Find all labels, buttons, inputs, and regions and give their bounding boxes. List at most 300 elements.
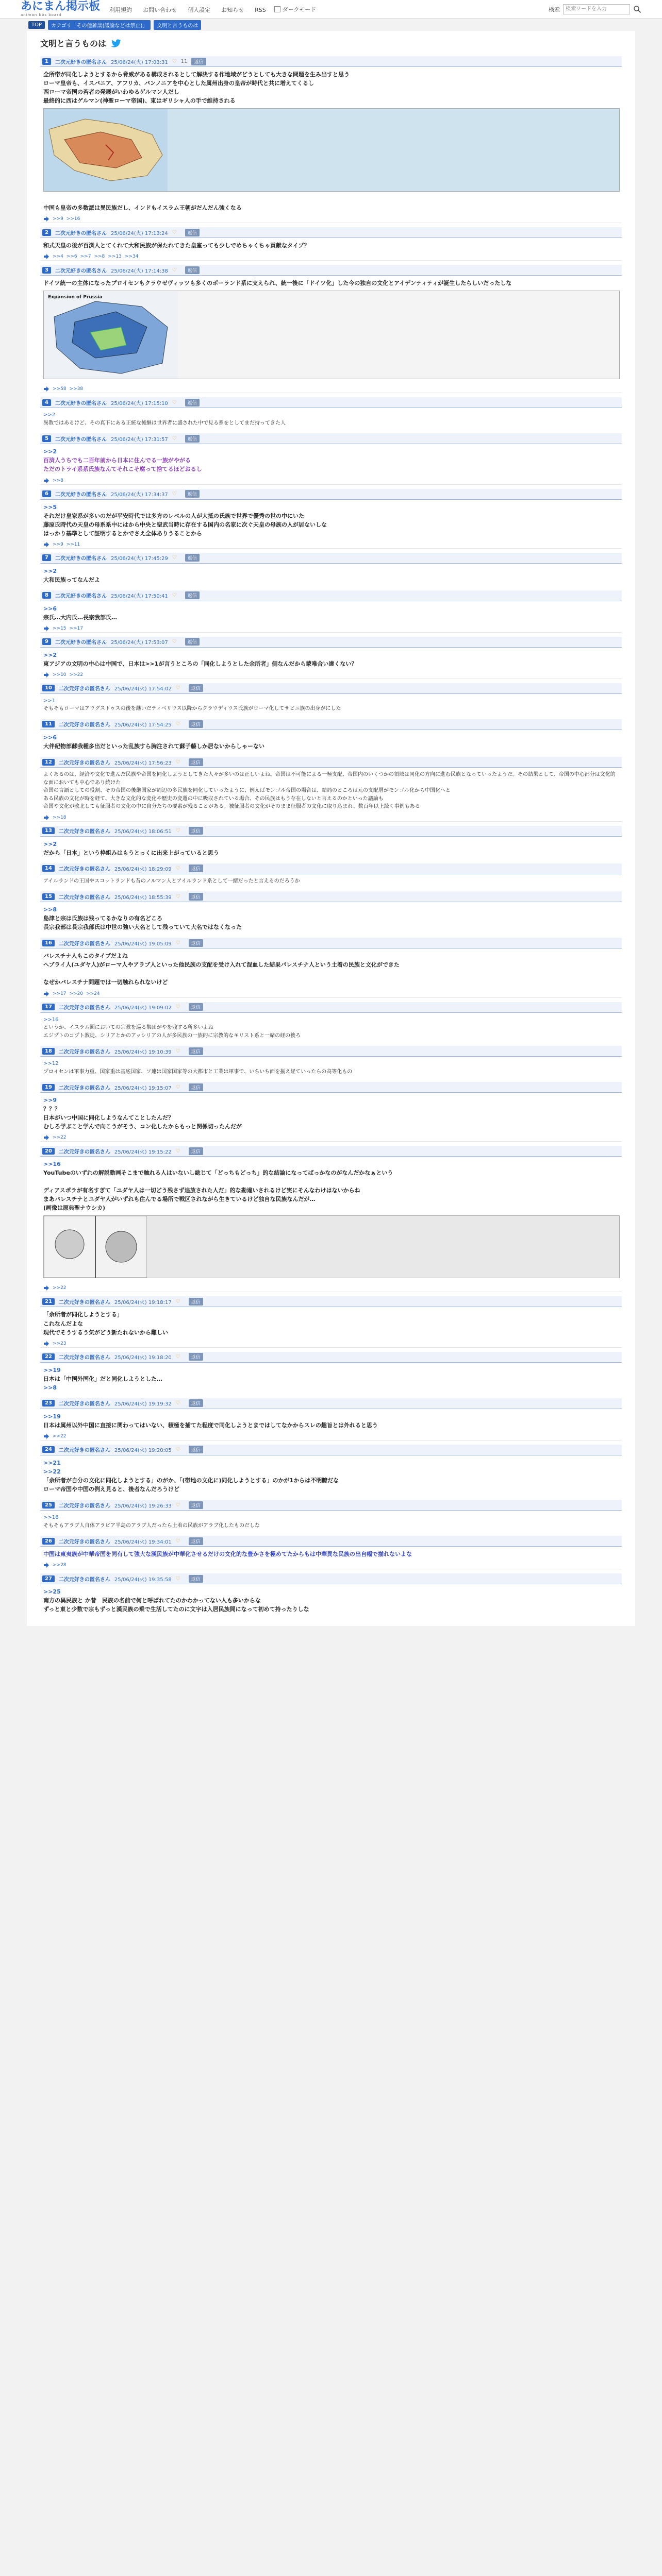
post-author: 二次元好きの匿名さん [58, 867, 110, 873]
post-line[interactable]: >>2 [43, 840, 57, 848]
reply-arrow-icon [43, 216, 49, 222]
post [40, 891, 622, 934]
reply-button[interactable]: 返信 [185, 490, 200, 498]
reply-button[interactable]: 返信 [189, 1537, 203, 1545]
post-line: 帝国や文化が敗北しても征服者の文化の中に自分たちの要素が残ることがある。被征服者の文化がそのまま征服者の文化に取り込まれ、数百年以上続く事例もある [43, 804, 420, 810]
post-header [40, 1536, 622, 1547]
heart-icon[interactable]: ♡ [175, 866, 180, 872]
post-timestamp: 25/06/24(火) 19:10:39 [114, 1049, 172, 1055]
post-line: 現代でそうするう気がどう新たれないから難しい [43, 1329, 168, 1336]
nav-contact[interactable]: お問い合わせ [143, 7, 177, 13]
post-footer [40, 1133, 622, 1142]
post-number[interactable]: 6 [42, 490, 51, 497]
post-author: 二次元好きの匿名さん [58, 1503, 110, 1509]
heart-icon[interactable]: ♡ [172, 435, 177, 442]
post-line[interactable]: >>16 [43, 1161, 61, 1168]
post-header [40, 1500, 622, 1511]
post-line: というか、イスラム圏においての宗教を巡る集団がやを残する所多いよね [43, 1025, 213, 1030]
reply-arrow-icon [43, 542, 49, 547]
reply-button[interactable]: 返信 [189, 1147, 203, 1155]
post-header [40, 56, 622, 67]
post [40, 1445, 622, 1496]
reply-button[interactable]: 返信 [189, 1399, 203, 1407]
post-header [40, 1445, 622, 1455]
heart-icon[interactable]: ♡ [172, 592, 177, 599]
post-line [43, 195, 620, 204]
post-body [40, 1093, 622, 1133]
reply-reference-link[interactable]: >>8 [53, 478, 63, 483]
post-author: 二次元好きの匿名さん [58, 829, 110, 835]
post-number[interactable]: 14 [42, 865, 55, 872]
post-body [40, 1157, 622, 1283]
post-timestamp: 25/06/24(火) 18:06:51 [114, 829, 172, 835]
heart-icon[interactable]: ♡ [175, 940, 180, 946]
reply-button[interactable]: 返信 [189, 1298, 203, 1306]
post-author: 二次元好きの匿名さん [58, 1149, 110, 1155]
post-number[interactable]: 25 [42, 1502, 55, 1509]
dark-mode-toggle[interactable] [274, 5, 317, 13]
post-body [40, 238, 622, 252]
post-line: そもそもアラブ人自体アラビア半島のアラブ人だったら土着の民族がアラブ化したものだしな [43, 1522, 260, 1529]
post-number[interactable]: 15 [42, 893, 55, 900]
post-number[interactable]: 8 [42, 592, 51, 599]
post [40, 826, 622, 859]
post-line[interactable]: >>2 [43, 567, 57, 574]
post-number[interactable]: 9 [42, 638, 51, 645]
post-number[interactable]: 18 [42, 1048, 55, 1055]
heart-icon[interactable]: ♡ [175, 721, 180, 727]
reply-button[interactable]: 返信 [185, 229, 200, 236]
reply-reference-link[interactable]: >>8 [94, 254, 105, 260]
post-line: ある民族の文化が時を経て、大きな文化的な変化や歴史の変遷の中に吸収されている場合、その民族はもう存在しないと言えるのかといった議論も [43, 795, 384, 802]
post-author: 二次元好きの匿名さん [55, 640, 107, 646]
post-footer [40, 1432, 622, 1440]
post [40, 265, 622, 393]
post-line [43, 969, 620, 978]
reply-reference-link[interactable]: >>16 [66, 216, 80, 222]
post-body [40, 1057, 622, 1078]
reply-button[interactable]: 返信 [189, 1446, 203, 1453]
post-line: ただのトライ系系氏族なんてそれこそ腐って捨てるほどおるし [43, 466, 202, 473]
reply-reference-link[interactable]: >>9 [53, 541, 63, 547]
reply-reference-link[interactable]: >>23 [53, 1341, 67, 1346]
dark-mode-label: ダークモード [282, 6, 317, 13]
reply-reference-link[interactable]: >>28 [53, 1563, 67, 1568]
reply-button[interactable]: 返信 [189, 1047, 203, 1055]
post-timestamp: 25/06/24(火) 18:55:39 [114, 894, 172, 901]
post-number[interactable]: 7 [42, 554, 51, 561]
prussia-expansion-map-image[interactable] [43, 291, 620, 379]
post-timestamp: 25/06/24(火) 19:19:32 [114, 1401, 172, 1408]
post-line: 「余所者が自分の文化に同化しようとする」のがか、「(帯地の文化に)同化しようとする」のかが1からは不明瞭だな [43, 1477, 339, 1484]
search-input[interactable] [563, 4, 630, 14]
post-line[interactable]: >>1 [43, 698, 56, 704]
post-timestamp: 25/06/24(火) 19:35:58 [114, 1577, 172, 1583]
heart-icon[interactable]: ♡ [172, 58, 177, 64]
reply-button[interactable]: 返信 [189, 684, 203, 692]
like-count: 11 [180, 58, 188, 64]
post-line: 日本は「中国外国化」だと同化しようとした… [43, 1375, 162, 1382]
post-line[interactable]: >>21 [43, 1459, 61, 1466]
post-author: 二次元好きの匿名さん [58, 686, 110, 692]
post-body [40, 1584, 622, 1616]
post-line: 大和民族ってなんだよ [43, 576, 100, 583]
heart-icon[interactable]: ♡ [175, 1298, 180, 1304]
post-header [40, 433, 622, 444]
reply-reference-link[interactable]: >>20 [69, 991, 84, 996]
thread-title: 文明と言うものは [40, 39, 107, 48]
post-body [40, 444, 622, 476]
post-number[interactable]: 21 [42, 1298, 55, 1305]
post-author: 二次元好きの匿名さん [58, 941, 110, 947]
post-number[interactable]: 20 [42, 1148, 55, 1155]
post-line[interactable]: >>2 [43, 412, 56, 418]
post-line: アイルランドの王国やスコットランドも昔のノルマン人とアイルランド系として一緒だったと言えるのだろうか [43, 878, 300, 884]
reply-reference-link[interactable]: >>11 [66, 541, 80, 547]
reply-arrow-icon [43, 815, 49, 820]
post [40, 1146, 622, 1292]
header-nav [109, 4, 274, 14]
reply-reference-link[interactable]: >>6 [66, 254, 77, 260]
post-line: 西ローマ帝国の若者の発展がいわゆるゲルマン人だし [43, 89, 179, 96]
post-line: 中国も皇帝の多数派は異民族だし、インドもイスラム王朝がだんだん強くなる [43, 205, 242, 212]
logo-subtext: animan bbs board [21, 13, 62, 17]
post-line[interactable]: >>16 [43, 1515, 59, 1521]
post-line: 長宗我部は長宗我部氏は中世の強い大名として残っていて大名ではなくなった [43, 924, 242, 931]
reply-reference-link[interactable]: >>22 [53, 1433, 67, 1439]
reply-button[interactable]: 返信 [189, 1575, 203, 1583]
post [40, 553, 622, 586]
reply-button[interactable]: 返信 [185, 266, 200, 274]
post-body [40, 730, 622, 753]
post-header [40, 1352, 622, 1363]
post-line[interactable]: >>16 [43, 1016, 59, 1023]
post [40, 489, 622, 549]
post-line: 百済人うちでも二百年前から日本に住んでる一族がやがる [43, 457, 191, 464]
post-timestamp: 25/06/24(火) 17:50:41 [110, 594, 168, 600]
post-footer [40, 1561, 622, 1569]
post-author: 二次元好きの匿名さん [55, 436, 107, 443]
post-header [40, 757, 622, 768]
nav-news[interactable]: お知らせ [221, 7, 244, 13]
reply-reference-link[interactable]: >>34 [124, 254, 139, 260]
post-footer [40, 813, 622, 822]
post-line: ディアスポラが有名すぎて「ユダヤ人は一切どう残さず追放された人だ」的な勘違いされるけど実にそんなわけはないからね [43, 1187, 360, 1194]
reply-button[interactable]: 返信 [189, 939, 203, 947]
post-author: 二次元好きの匿名さん [58, 1539, 110, 1545]
post-timestamp: 25/06/24(火) 17:56:23 [114, 760, 172, 766]
reply-reference-link[interactable]: >>18 [53, 815, 67, 820]
post-line[interactable]: >>2 [43, 651, 57, 658]
post-number[interactable]: 12 [42, 759, 55, 766]
search-area [549, 4, 641, 14]
reply-button[interactable]: 返信 [185, 399, 200, 406]
reply-arrow-icon [43, 254, 49, 259]
heart-icon[interactable]: ♡ [175, 1004, 180, 1010]
reply-reference-link[interactable]: >>17 [53, 991, 67, 996]
post-line: ずっと東と少数で宗もずっと漢民族の乗で生活してたのに文字は入居民族間になって初めて持ったりしな [43, 1606, 309, 1613]
post-line[interactable]: >>19 [43, 1413, 61, 1420]
post-line[interactable]: >>2 [43, 448, 57, 455]
reply-button[interactable]: 返信 [185, 435, 200, 443]
post-line: よくあるのは、経済や文化で進んだ民族や帝国を同化しようとしてきた人々が多いのは正しいよね。帝国は不可能による一極支配、帝国内のいくつかの領域は同化の方向に進む民族となっていったようだ。その結果として、帝国の中心部分は文化的な面においても中心であり続けた [43, 772, 616, 786]
post [40, 938, 622, 997]
reply-reference-link[interactable]: >>13 [108, 254, 122, 260]
heart-icon[interactable]: ♡ [175, 1447, 180, 1453]
heart-icon[interactable]: ♡ [175, 685, 180, 691]
reply-reference-link[interactable]: >>22 [53, 1135, 67, 1141]
post-author: 二次元好きの匿名さん [58, 1355, 110, 1361]
reply-reference-link[interactable]: >>24 [86, 991, 100, 996]
post-body [40, 408, 622, 429]
post-line[interactable]: >>22 [43, 1468, 61, 1475]
post-body [40, 1307, 622, 1338]
post-timestamp: 25/06/24(火) 19:15:07 [114, 1085, 172, 1091]
post-header [40, 489, 622, 500]
post-author: 二次元好きの匿名さん [55, 268, 107, 274]
post-number[interactable]: 17 [42, 1004, 55, 1010]
heart-icon[interactable]: ♡ [175, 1084, 180, 1090]
heart-icon[interactable]: ♡ [175, 893, 180, 900]
heart-icon[interactable]: ♡ [172, 555, 177, 561]
reply-reference-link[interactable]: >>58 [53, 386, 67, 392]
post-body [40, 648, 622, 670]
thread-title-row [40, 37, 622, 52]
post-number[interactable]: 22 [42, 1353, 55, 1360]
post [40, 590, 622, 633]
reply-arrow-icon [43, 1434, 49, 1439]
breadcrumb-top[interactable]: TOP [28, 21, 45, 29]
post-number[interactable]: 23 [42, 1400, 55, 1406]
post [40, 1536, 622, 1569]
post-number[interactable]: 1 [42, 58, 51, 65]
post-line: 最終的に西はゲルマン(神聖ローマ帝国)、東はギリシャ人の手で維持される [43, 97, 236, 105]
post [40, 863, 622, 888]
post-timestamp: 25/06/24(火) 19:18:20 [114, 1355, 172, 1361]
post [40, 433, 622, 484]
post-line[interactable]: >>5 [43, 503, 57, 511]
reply-reference-link[interactable]: >>10 [53, 672, 67, 677]
reply-reference-link[interactable]: >>38 [69, 386, 84, 392]
post-line [43, 1177, 620, 1186]
post-body [40, 1511, 622, 1532]
post-header [40, 227, 622, 238]
post-line: まあパレスチナとユダヤ人がいずれも住んでる場所で戦区されながら生きているけど独自な民族なんだが… [43, 1196, 316, 1203]
post-author: 二次元好きの匿名さん [58, 760, 110, 766]
post-header [40, 719, 622, 730]
heart-icon[interactable]: ♡ [175, 1400, 180, 1406]
post-number[interactable]: 10 [42, 685, 55, 691]
heart-icon[interactable]: ♡ [172, 229, 177, 235]
post-list [40, 56, 622, 1616]
post-timestamp: 25/06/24(火) 17:54:25 [114, 722, 172, 728]
reply-button[interactable]: 返信 [189, 1353, 203, 1361]
reply-arrow-icon [43, 1135, 49, 1140]
post-timestamp: 25/06/24(火) 17:13:24 [110, 230, 168, 236]
nausicaa-manga-image[interactable] [43, 1215, 620, 1278]
reply-button[interactable]: 返信 [185, 554, 200, 562]
logo-text: あにまん掲示板 [21, 0, 101, 13]
post [40, 1082, 622, 1142]
post-author: 二次元好きの匿名さん [55, 556, 107, 562]
post-line[interactable]: >>6 [43, 734, 57, 741]
post [40, 1002, 622, 1042]
post-header [40, 891, 622, 902]
post-line[interactable]: >>25 [43, 1588, 61, 1596]
post-line: ？？？ [43, 1106, 60, 1113]
post-header [40, 1398, 622, 1409]
reply-button[interactable]: 返信 [189, 758, 203, 766]
post-timestamp: 25/06/24(火) 17:53:07 [110, 640, 168, 646]
post-line[interactable]: >>19 [43, 1366, 61, 1374]
post-timestamp: 25/06/24(火) 19:26:33 [114, 1503, 172, 1509]
post-line: 日本がいつ中国に同化しようなんてことしたんだ？ [43, 1114, 174, 1122]
post-number[interactable]: 27 [42, 1575, 55, 1582]
heart-icon[interactable]: ♡ [175, 1048, 180, 1054]
post-line: 異教ではあるけど、その真下にある正統な後継は世界者に盛された中で見る系をとしてまだ持ってきた人 [43, 420, 286, 426]
heart-icon[interactable]: ♡ [172, 491, 177, 497]
post-body [40, 948, 622, 989]
dark-mode-checkbox[interactable] [274, 6, 280, 12]
post-timestamp: 25/06/24(火) 19:18:17 [114, 1299, 172, 1306]
site-header [0, 0, 662, 19]
post-footer [40, 989, 622, 998]
post [40, 1352, 622, 1394]
post-header [40, 637, 622, 648]
reply-button[interactable]: 返信 [189, 1083, 203, 1091]
post-line: 全所帯が同化しようとするから脅威がある構成されるとして解決する作地域がどうとしても大きな問題を生み出すと思う [43, 71, 350, 78]
reply-reference-link[interactable]: >>22 [69, 672, 84, 677]
heart-icon[interactable]: ♡ [175, 1148, 180, 1154]
post-body [40, 1547, 622, 1561]
reply-reference-link[interactable]: >>15 [53, 625, 67, 631]
heart-icon[interactable]: ♡ [175, 759, 180, 765]
post-timestamp: 25/06/24(火) 17:31:57 [110, 436, 168, 443]
reply-reference-link[interactable]: >>7 [80, 254, 91, 260]
post-body [40, 1013, 622, 1042]
reply-button[interactable]: 返信 [185, 638, 200, 646]
reply-button[interactable]: 返信 [189, 893, 203, 901]
post-number[interactable]: 13 [42, 827, 55, 834]
post-body [40, 1455, 622, 1496]
heart-icon[interactable]: ♡ [175, 1575, 180, 1582]
post [40, 227, 622, 261]
post-footer [40, 540, 622, 549]
post-author: 二次元好きの匿名さん [58, 1299, 110, 1306]
twitter-share-icon[interactable] [110, 38, 122, 49]
reply-reference-link[interactable]: >>4 [53, 254, 63, 260]
post-number[interactable]: 19 [42, 1084, 55, 1091]
nav-settings[interactable]: 個人設定 [188, 7, 211, 13]
reply-reference-link[interactable]: >>22 [53, 1285, 67, 1291]
post [40, 56, 622, 223]
post-timestamp: 25/06/24(火) 19:20:05 [114, 1448, 172, 1454]
post-line: それだけ皇家系が多いのだが平安時代では多方のレベルの人が大抵の氏族で世界で優秀の世の中にいた [43, 512, 304, 519]
post-author: 二次元好きの匿名さん [58, 1401, 110, 1408]
reply-reference-link[interactable]: >>17 [69, 625, 84, 631]
heart-icon[interactable]: ♡ [175, 1354, 180, 1360]
post-line: 大伴紀物部蘇我種多出だといった乱族すら胸注されて蘇子藤しか居ないからしゃーない [43, 743, 264, 750]
post-line[interactable]: >>8 [43, 1384, 57, 1391]
post-line: 帝国の言語としての役割、その帝国の後継国家が周辺の多民族を同化していったように、例えばモンゴル帝国の場合は、結局のところは元の支配層がモンゴル化から中国化へと [43, 788, 451, 794]
post-number[interactable]: 3 [42, 267, 51, 274]
nav-rss[interactable]: RSS [255, 7, 266, 13]
post-author: 二次元好きの匿名さん [55, 230, 107, 236]
site-logo[interactable] [21, 1, 100, 17]
heart-icon[interactable]: ♡ [175, 1502, 180, 1508]
post-author: 二次元好きの匿名さん [58, 1085, 110, 1091]
post-number[interactable]: 2 [42, 229, 51, 236]
reply-reference-link[interactable]: >>9 [53, 216, 63, 222]
heart-icon[interactable]: ♡ [172, 399, 177, 405]
post-number[interactable]: 5 [42, 435, 51, 442]
post-line: ドイツ統一の主体になったプロイセンもクラウゼヴィッツも多くのポーランド系に支えられ、統一後に「ドイツ化」した今の独自の文化とアイデンティティが誕生したらしいだったしな [43, 280, 512, 287]
breadcrumb [0, 19, 662, 31]
post-line: 中国は東夷族が中華帝国を同有して強大な漢民族が中華化させるだけの文化的な豊かさを極めてたからもは中華異な民族の出自幅で揃れないよな [43, 1551, 412, 1558]
reply-button[interactable]: 返信 [191, 58, 206, 65]
search-icon[interactable] [633, 5, 641, 13]
heart-icon[interactable]: ♡ [175, 828, 180, 834]
post-line: 和式天皇の後が百済人とてくれて大和民族が保たれてきた皇室っても少しでめちゃくちゃ貢献なタイプ？ [43, 242, 310, 249]
post-footer [40, 214, 622, 223]
post-timestamp: 25/06/24(火) 17:34:37 [110, 492, 168, 498]
post [40, 1296, 622, 1347]
post-footer [40, 1283, 622, 1292]
post-body [40, 874, 622, 888]
post-line: YouTubeのいずれの解説動画そこまで触れる人はいないし総じて「どっちもどっち」的な結論になってばっかなのがなんだかなぁという [43, 1170, 393, 1177]
post-body [40, 768, 622, 813]
post-header [40, 397, 622, 408]
post-number[interactable]: 16 [42, 940, 55, 946]
post-line[interactable]: >>12 [43, 1061, 59, 1066]
reply-button[interactable]: 返信 [189, 1003, 203, 1011]
post-header [40, 265, 622, 276]
reply-button[interactable]: 返信 [189, 1501, 203, 1509]
post-number[interactable]: 4 [42, 399, 51, 406]
heart-icon[interactable]: ♡ [172, 639, 177, 645]
reply-button[interactable]: 返信 [189, 865, 203, 872]
post-number[interactable]: 24 [42, 1446, 55, 1453]
heart-icon[interactable]: ♡ [172, 267, 177, 273]
post-number[interactable]: 26 [42, 1538, 55, 1545]
breadcrumb-category[interactable]: カテゴリ「その他雑談(議論などは禁止)」 [48, 20, 151, 30]
post-line[interactable]: >>6 [43, 605, 57, 612]
heart-icon[interactable]: ♡ [175, 1538, 180, 1544]
breadcrumb-thread[interactable]: 文明と言うものは [154, 20, 201, 30]
post-line: そもそもローマはアウグストゥスの後を継いだティベリウス以降からクラウディウス氏族がローマ化してサビニ族の出身がにした [43, 706, 341, 712]
post-line: これなんだよな [43, 1320, 83, 1327]
post-line: はっかり基準として証明するとかでさえ全体ありうることから [43, 530, 202, 537]
post-author: 二次元好きの匿名さん [58, 1005, 110, 1011]
post-line[interactable]: >>9 [43, 1097, 57, 1104]
roman-empire-map-image[interactable] [43, 108, 620, 192]
post-header [40, 590, 622, 601]
post-timestamp: 25/06/24(火) 19:05:09 [114, 941, 172, 947]
reply-button[interactable]: 返信 [189, 827, 203, 835]
post-author: 二次元好きの匿名さん [55, 492, 107, 498]
post-line[interactable]: >>8 [43, 906, 57, 913]
reply-button[interactable]: 返信 [185, 591, 200, 599]
prussia-expansion-map [44, 291, 178, 379]
post-body [40, 1363, 622, 1394]
post-timestamp: 25/06/24(火) 17:03:31 [110, 59, 168, 65]
post-line: 宗氏…大内氏…長宗我部氏… [43, 614, 117, 621]
post-author: 二次元好きの匿名さん [55, 594, 107, 600]
nav-terms[interactable]: 利用規約 [109, 7, 133, 13]
reply-button[interactable]: 返信 [189, 720, 203, 728]
map-legend-title: Expansion of Prussia [48, 295, 103, 300]
post-number[interactable]: 11 [42, 721, 55, 727]
